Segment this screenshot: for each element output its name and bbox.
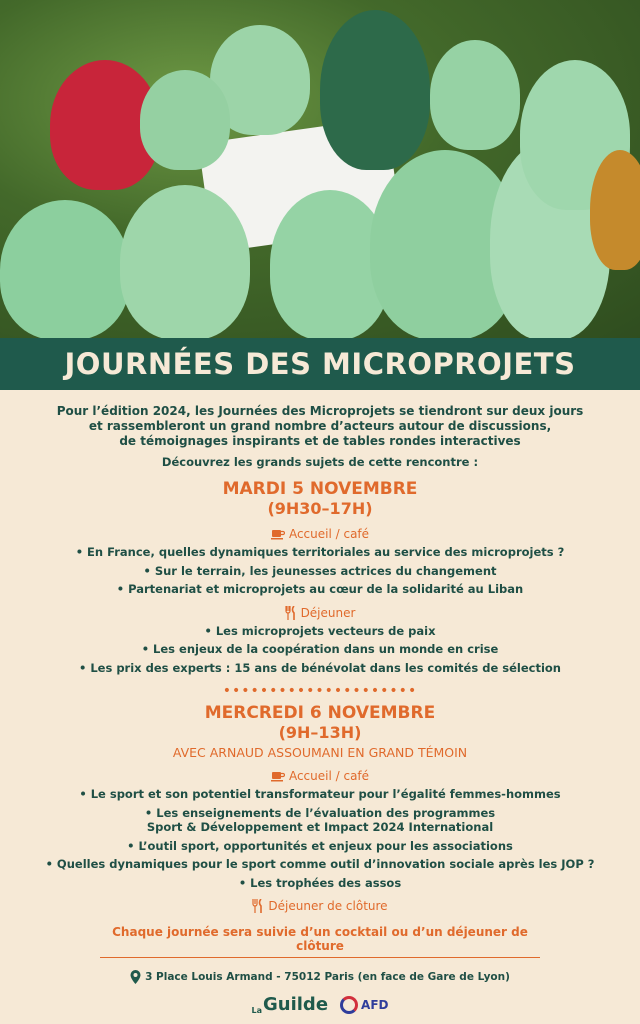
afd-circle-icon <box>340 996 358 1014</box>
afd-logo <box>340 996 388 1014</box>
day2-time: (9H–13H) <box>278 723 362 742</box>
address-text: 3 Place Louis Armand - 75012 Paris (en face de Gare de Lyon) <box>145 971 510 983</box>
hero-photo <box>0 0 640 340</box>
day1-lunch <box>0 606 640 620</box>
child <box>430 40 520 150</box>
agenda-item: • Les enjeux de la coopération dans un monde en crise <box>141 642 499 656</box>
agenda-item: • Sur le terrain, les jeunesses actrices du changement <box>143 563 497 578</box>
agenda-item: • Le sport et son potentiel transformateur pour l’égalité femmes-hommes <box>79 787 561 801</box>
day2-witness: AVEC ARNAUD ASSOUMANI EN GRAND TÉMOIN <box>172 745 468 760</box>
day1-title: MARDI 5 NOVEMBRE <box>222 479 418 499</box>
day1-welcome <box>0 527 640 541</box>
program-content <box>0 400 640 1015</box>
welcome-label: Accueil / café <box>288 527 370 541</box>
day2-welcome <box>0 769 640 783</box>
intro-text <box>0 404 640 449</box>
intro-line: et rassembleront un grand nombre d’acteurs autour de discussions, <box>88 419 552 433</box>
afd-text: AFD <box>361 997 389 1012</box>
intro-line: Pour l’édition 2024, les Journées des Microprojets se tiendront sur deux jours <box>56 404 584 418</box>
coffee-cup-icon <box>271 770 285 782</box>
logo-prefix: La <box>251 1006 262 1015</box>
venue-address <box>0 970 640 984</box>
child <box>120 185 250 340</box>
day2-title: MERCREDI 6 NOVEMBRE <box>204 703 436 723</box>
map-pin-icon <box>130 970 141 984</box>
fork-knife-icon <box>285 606 297 620</box>
la-guilde-logo <box>252 994 329 1015</box>
day2-lunch <box>0 899 640 913</box>
child <box>0 200 130 340</box>
welcome-label: Accueil / café <box>288 769 370 783</box>
discover-heading: Découvrez les grands sujets de cette rencontre : <box>161 455 479 469</box>
intro-line: de témoignages inspirants et de tables rondes interactives <box>119 434 521 448</box>
title-banner <box>0 338 640 390</box>
agenda-item: • Les trophées des assos <box>238 875 402 890</box>
closing-note: Chaque journée sera suivie d’un cocktail ou d’un déjeuner de clôture <box>100 925 540 958</box>
child <box>320 10 430 170</box>
lunch-label: Déjeuner de clôture <box>268 899 388 913</box>
agenda-item-line: Sport & Développement et Impact 2024 International <box>146 820 494 834</box>
agenda-item-line: • Les enseignements de l’évaluation des programmes <box>144 805 496 820</box>
agenda-item <box>0 806 640 835</box>
agenda-item: • En France, quelles dynamiques territoriales au service des microprojets ? <box>75 545 565 559</box>
agenda-item: • Les prix des experts : 15 ans de bénévolat dans les comités de sélection <box>79 660 561 675</box>
logo-text: Guilde <box>263 994 329 1015</box>
lunch-label: Déjeuner <box>300 605 356 620</box>
dotted-separator: ••••••••••••••••••••• <box>222 683 418 699</box>
agenda-item: • L’outil sport, opportunités et enjeux pour les associations <box>127 838 513 853</box>
agenda-item: • Les microprojets vecteurs de paix <box>204 623 436 638</box>
partner-logos <box>0 994 640 1015</box>
fork-knife-icon <box>252 899 264 913</box>
child <box>140 70 230 170</box>
agenda-item: • Quelles dynamiques pour le sport comme outil d’innovation sociale après les JOP ? <box>45 857 595 871</box>
page-title: JOURNÉES DES MICROPROJETS <box>64 347 576 381</box>
child <box>590 150 640 270</box>
agenda-item: • Partenariat et microprojets au cœur de la solidarité au Liban <box>116 582 524 596</box>
day1-time: (9H30–17H) <box>267 499 373 518</box>
coffee-cup-icon <box>271 528 285 540</box>
